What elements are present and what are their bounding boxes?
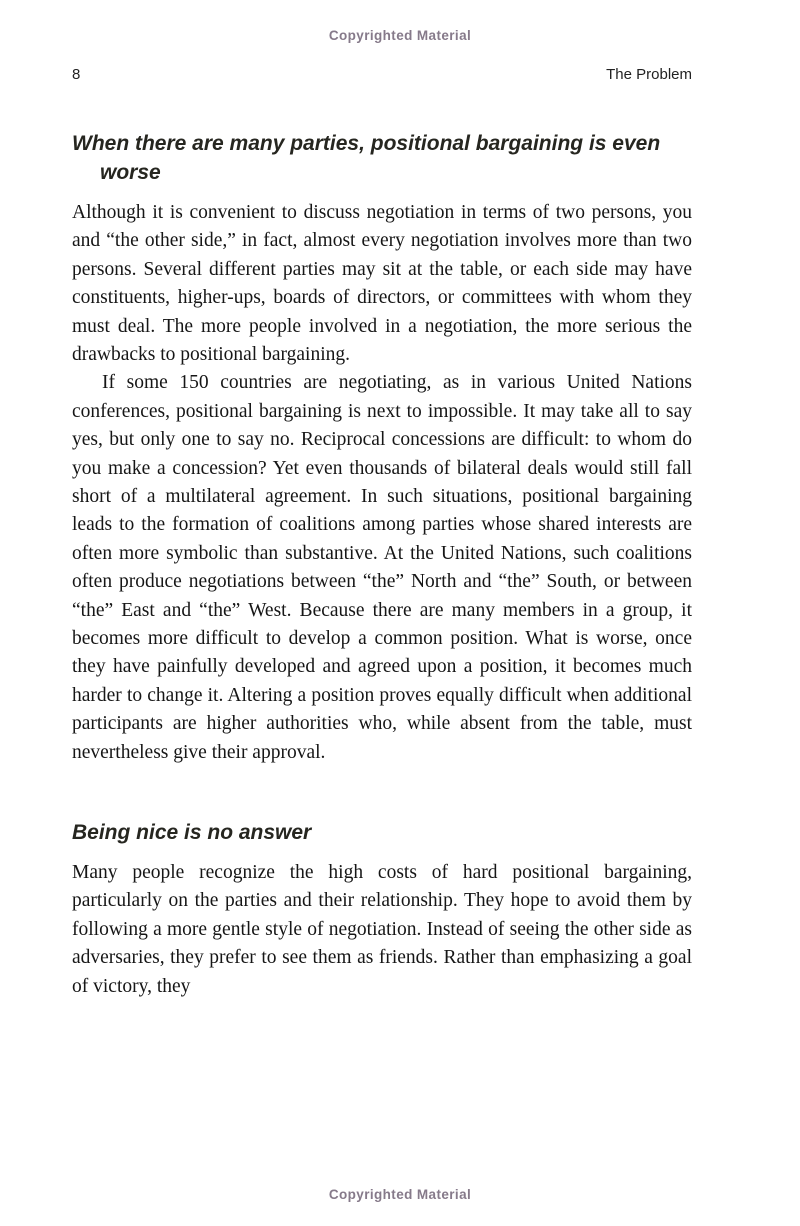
- section-heading-being-nice: Being nice is no answer: [72, 821, 312, 845]
- paragraph: Many people recognize the high costs of hard positional bargaining, particularly on the parties and their relationship. They hope to avoid them by following a more gentle style of negotiation. Instead of seeing the other side as adversaries, they prefer to see them as friends. Rather than emphasizing a goal of victory, they: [72, 862, 692, 997]
- section-heading-many-parties: When there are many parties, positional bargaining is even worse: [72, 132, 661, 184]
- copyright-notice-top: Copyrighted Material: [328, 28, 472, 43]
- paragraph: Although it is convenient to discuss negotiation in terms of two persons, you and “the other side,” in fact, almost every negotiation involves more than two persons. Several different parties may sit at the table, or each side may have constituents, higher-ups, boards of directors, or committees with whom they must deal. The more people involved in a negotiation, the more serious the drawbacks to positional bargaining.: [72, 201, 692, 365]
- copyright-notice-bottom: Copyrighted Material: [328, 1187, 472, 1202]
- page-number: 8: [72, 66, 81, 83]
- paragraph: If some 150 countries are negotiating, as in various United Nations conferences, positional bargaining is next to impossible. It may take all to say yes, but only one to say no. Reciprocal concessions are difficult: to whom do you make a concession? Yet even thousands of bilateral deals would still fall short of a multilateral agreement. In such situations, positional bargaining leads to the formation of coalitions among parties whose shared interests are often more symbolic than substantive. At the United Nations, such coalitions often produce negotiations between “the” North and “the” South, or between “the” East and “the” West. Because there are many members in a group, it becomes more difficult to develop a common position. What is worse, once they have painfully developed and agreed upon a position, it becomes much harder to change it. Altering a position proves equally difficult when additional participants are higher authorities who, while absent from the table, must nevertheless give their approval.: [72, 372, 692, 763]
- page-content: [72, 130, 692, 1001]
- running-head-title: The Problem: [606, 66, 692, 83]
- running-header: [72, 66, 692, 83]
